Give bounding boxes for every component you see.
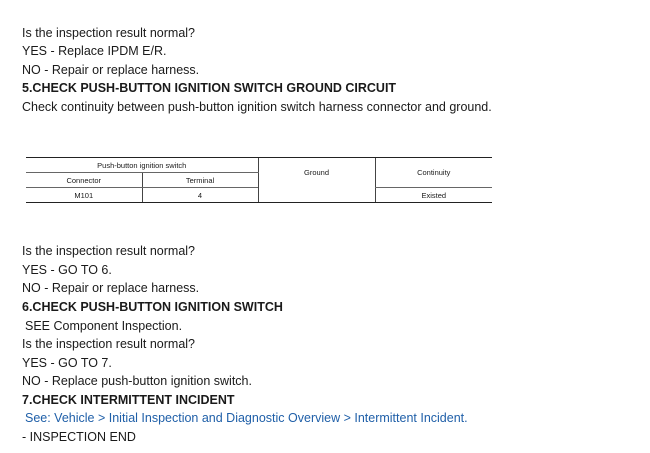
table-row: [26, 188, 492, 203]
section5-question: Is the inspection result normal?: [22, 244, 196, 258]
table-cell-ground: [258, 188, 375, 203]
table-header-terminal: Terminal: [142, 173, 258, 188]
section4-no: NO - Repair or replace harness.: [22, 63, 200, 77]
section5-yes: YES - GO TO 6.: [22, 263, 112, 277]
table-cell-connector: M101: [26, 188, 142, 203]
step6-question: Is the inspection result normal?: [22, 337, 196, 351]
intermittent-incident-link[interactable]: See: Vehicle > Initial Inspection and Diagnostic Overview > Intermittent Incident.: [25, 411, 468, 425]
section4-yes: YES - Replace IPDM E/R.: [22, 44, 167, 58]
table-cell-terminal: 4: [142, 188, 258, 203]
table-header-continuity: Continuity: [375, 158, 492, 188]
inspection-end: - INSPECTION END: [22, 430, 136, 444]
step6-no: NO - Replace push-button ignition switch.: [22, 374, 252, 388]
step7-heading: 7.CHECK INTERMITTENT INCIDENT: [22, 393, 235, 407]
table-cell-continuity: Existed: [375, 188, 492, 203]
step5-heading: 5.CHECK PUSH-BUTTON IGNITION SWITCH GROUND CIRCUIT: [22, 81, 397, 95]
section4-question: Is the inspection result normal?: [22, 26, 196, 40]
step5-instruction: Check continuity between push-button ignition switch harness connector and ground.: [22, 100, 492, 114]
table-group-header: Push-button ignition switch: [26, 158, 258, 173]
table-header-connector: Connector: [26, 173, 142, 188]
continuity-table: [26, 157, 492, 203]
step6-reference: SEE Component Inspection.: [25, 319, 183, 333]
step6-yes: YES - GO TO 7.: [22, 356, 112, 370]
step6-heading: 6.CHECK PUSH-BUTTON IGNITION SWITCH: [22, 300, 283, 314]
table-header-ground: Ground: [258, 158, 375, 188]
section5-no: NO - Repair or replace harness.: [22, 281, 200, 295]
